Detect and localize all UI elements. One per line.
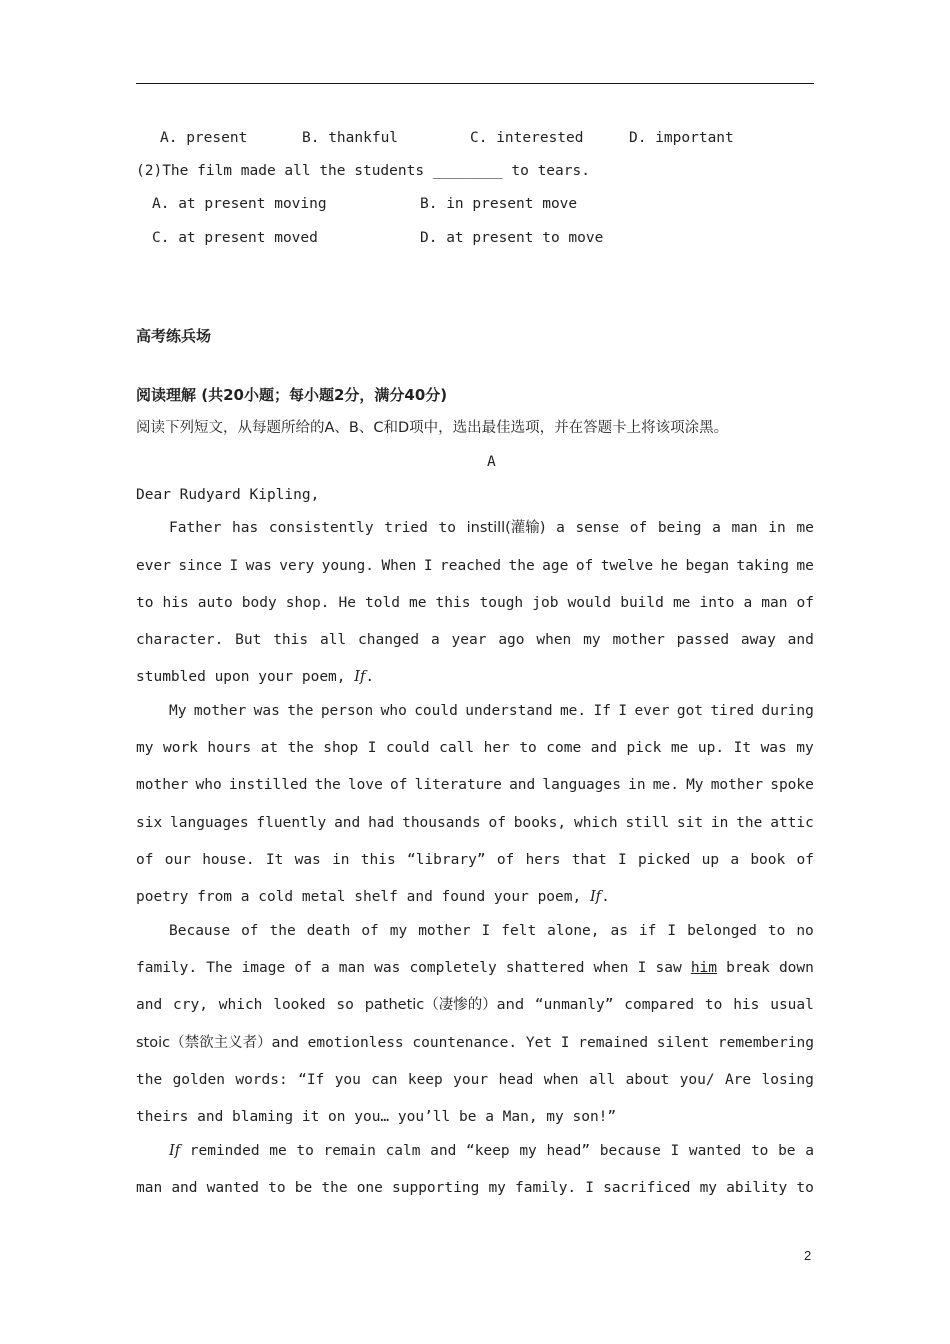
word: felt [501, 923, 537, 939]
period: . [365, 669, 375, 685]
word: alone, [547, 923, 600, 939]
word: all [319, 632, 347, 648]
word: passed [676, 632, 730, 648]
word: the [321, 1180, 348, 1196]
word: had [368, 815, 395, 831]
word: ever [634, 703, 670, 719]
word: a [430, 632, 440, 648]
word: instill(灌输) [466, 520, 546, 536]
word: I [585, 1180, 595, 1196]
word: which [573, 815, 618, 831]
word: Yet [525, 1035, 553, 1051]
word: age [542, 558, 569, 574]
word: the [736, 815, 763, 831]
word: was [374, 960, 401, 976]
word: of [496, 852, 515, 868]
word: a [730, 852, 740, 868]
word: But [235, 632, 262, 648]
q2-option-c: C. at present moved [152, 230, 318, 246]
word: I [229, 558, 239, 574]
word: my [136, 740, 154, 756]
para3-line2 [136, 959, 814, 977]
word: ever [136, 558, 171, 574]
word: of [241, 923, 259, 939]
word: the [508, 558, 535, 574]
word: consistently [268, 520, 374, 536]
word: My [169, 703, 187, 719]
word: It [733, 740, 752, 756]
word: call [439, 740, 475, 756]
word: to [519, 740, 537, 756]
q2-option-a: A. at present moving [152, 196, 327, 212]
word: of [136, 852, 154, 868]
q2-option-d: D. at present to move [420, 230, 604, 246]
word: wanted [688, 1143, 742, 1159]
word: “library” [406, 852, 486, 868]
word: when [536, 632, 572, 648]
word: pathetic（凄惨的）and [364, 997, 525, 1013]
word: and [136, 997, 163, 1013]
word: this [273, 632, 309, 648]
para1-line1 [169, 519, 814, 537]
word: has [232, 520, 259, 536]
word: away [740, 632, 776, 648]
word: up [701, 852, 720, 868]
word: Because [169, 923, 231, 939]
word: Father [169, 520, 222, 536]
word: who [380, 703, 407, 719]
word: to [268, 1180, 286, 1196]
word: languages [542, 777, 621, 793]
word: when [543, 1072, 579, 1088]
page-number: 2 [804, 1248, 812, 1263]
word: sacrificed [603, 1180, 691, 1196]
word: sense [575, 520, 620, 536]
word: to [796, 1180, 814, 1196]
word: shop [323, 740, 359, 756]
word: When [381, 558, 417, 574]
word: love [347, 777, 383, 793]
word: The [206, 960, 233, 976]
q1-option-b: B. thankful [302, 130, 399, 146]
word: remained [578, 1035, 649, 1051]
word: and [787, 632, 814, 648]
word: got [676, 703, 704, 719]
para3-line5 [136, 1071, 814, 1089]
word: tired [710, 703, 755, 719]
word: this [435, 595, 471, 611]
word: My [686, 777, 704, 793]
word: your [453, 1072, 489, 1088]
word: could [414, 703, 458, 719]
word: all [589, 1072, 616, 1088]
word: a [743, 595, 753, 611]
word: of [796, 852, 814, 868]
para3-line4 [136, 1034, 814, 1052]
word: fluently [256, 815, 327, 831]
word: and [430, 1143, 457, 1159]
word: belonged [687, 923, 757, 939]
word: a [712, 520, 721, 536]
word: and [171, 1180, 198, 1196]
header-rule [136, 83, 814, 84]
word: no [796, 923, 814, 939]
word: words: [235, 1072, 288, 1088]
word: which [218, 997, 263, 1013]
para4-line2 [136, 1179, 814, 1197]
word: at [260, 740, 279, 756]
word: twelve [600, 558, 654, 574]
word: me [672, 595, 691, 611]
word: emotionless [307, 1035, 404, 1051]
word: If [593, 703, 612, 719]
word: I [637, 960, 647, 976]
word: tough [479, 595, 524, 611]
word: because [599, 1143, 661, 1159]
para2-line2 [136, 739, 814, 757]
word: you [334, 1072, 361, 1088]
word: mother [710, 777, 764, 793]
word: ability [726, 1180, 788, 1196]
word: cry, [173, 997, 208, 1013]
word: countenance. [412, 1035, 518, 1051]
word: languages [170, 815, 249, 831]
word: of [796, 595, 814, 611]
word: taking [736, 558, 789, 574]
word: the [287, 703, 314, 719]
word: I [670, 1143, 680, 1159]
para1-line5-text: stumbled upon your poem, [136, 669, 355, 685]
word: could [385, 740, 430, 756]
word: saw [655, 960, 682, 976]
word: death [306, 923, 351, 939]
reading-heading: 阅读理解 (共20小题；每小题2分，满分40分) [136, 386, 448, 404]
word: my [796, 740, 814, 756]
word: the [269, 923, 296, 939]
word: young. [321, 558, 375, 574]
word: me [670, 740, 689, 756]
word: understand [465, 703, 553, 719]
word: you/ [679, 1072, 715, 1088]
word: reminded [189, 1143, 260, 1159]
word: my [519, 1143, 537, 1159]
word: man [731, 520, 758, 536]
word: Are [724, 1072, 752, 1088]
word: I [667, 923, 677, 939]
word: me. [559, 703, 587, 719]
word: about [625, 1072, 670, 1088]
period: . [601, 889, 610, 905]
word: very [279, 558, 315, 574]
word: and [334, 815, 361, 831]
para3-line1 [169, 922, 814, 940]
word: to [296, 1143, 314, 1159]
word: up. [697, 740, 725, 756]
word: me [796, 558, 814, 574]
word: me [796, 520, 814, 536]
word: “keep [466, 1143, 510, 1159]
poem-title-if: If [169, 1143, 181, 1159]
poem-title-if: If [589, 889, 602, 905]
word: in [628, 777, 646, 793]
word: family. [515, 1180, 577, 1196]
word: would [567, 595, 612, 611]
word: literature [414, 777, 502, 793]
word: looked [273, 997, 326, 1013]
word: his [733, 997, 760, 1013]
word: be [778, 1143, 796, 1159]
word: to [767, 923, 786, 939]
word: to [750, 1143, 769, 1159]
word: of [629, 520, 648, 536]
word: body [241, 595, 277, 611]
word: usual [770, 997, 814, 1013]
word: he [660, 558, 679, 574]
para3-line6: theirs and blaming it on you… you’ll be a Man, my son!” [136, 1109, 617, 1125]
word: a [805, 1143, 814, 1159]
word: house. [202, 852, 255, 868]
word: and [590, 740, 617, 756]
para2-line6 [136, 888, 610, 906]
word: ago [498, 632, 525, 648]
word: his [162, 595, 189, 611]
word: family. [136, 960, 198, 976]
passage-label: A [487, 454, 496, 470]
word: began [685, 558, 730, 574]
word: man [338, 960, 365, 976]
word: as [610, 923, 628, 939]
word: be [294, 1180, 313, 1196]
word: instilled [228, 777, 308, 793]
word: remembering [717, 1035, 814, 1051]
word: spoke [770, 777, 814, 793]
word: I [617, 852, 627, 868]
word: one [356, 1180, 383, 1196]
word: was [245, 558, 272, 574]
word: I [367, 740, 377, 756]
word: “If [298, 1072, 325, 1088]
para2-line3 [136, 776, 814, 794]
word: when [593, 960, 629, 976]
word: “unmanly” [534, 997, 614, 1013]
word: pick [626, 740, 662, 756]
word: changed [358, 632, 420, 648]
word: work [162, 740, 198, 756]
word: during [761, 703, 814, 719]
word: the [314, 777, 341, 793]
q2-stem: (2)The film made all the students ________ to tears. [136, 163, 590, 179]
word: her [483, 740, 510, 756]
para2-line5 [136, 851, 814, 869]
word: mother [612, 632, 665, 648]
word: compared [624, 997, 695, 1013]
word: attic [770, 815, 814, 831]
word: come [546, 740, 582, 756]
word: in [332, 852, 350, 868]
word: six [136, 815, 163, 831]
word: wanted [206, 1180, 260, 1196]
word: year [451, 632, 487, 648]
word: to [438, 520, 456, 536]
word: of [294, 960, 312, 976]
word: books, [513, 815, 567, 831]
word: calm [385, 1143, 421, 1159]
word: was [253, 703, 280, 719]
salutation: Dear Rudyard Kipling, [136, 487, 320, 503]
para1-line5 [136, 668, 374, 686]
word: job [532, 595, 559, 611]
q1-option-c: C. interested [470, 130, 584, 146]
word: to [704, 997, 723, 1013]
word: my [389, 923, 408, 939]
word: image [241, 960, 286, 976]
para3-line3 [136, 996, 814, 1014]
word: was [760, 740, 787, 756]
q1-option-a: A. present [160, 130, 248, 146]
word: mother [418, 923, 471, 939]
word: this [360, 852, 396, 868]
word: build [620, 595, 664, 611]
word: break [726, 960, 770, 976]
para2-line6-text: poetry from a cold metal shelf and found your poem, [136, 889, 590, 905]
word: person [320, 703, 374, 719]
word: I [618, 703, 628, 719]
word: sit [676, 815, 704, 831]
para1-line3 [136, 594, 814, 612]
word: hours [207, 740, 252, 756]
word: He [338, 595, 356, 611]
poem-title-if: If [354, 669, 366, 685]
para1-line4 [136, 631, 814, 649]
word: me [269, 1143, 287, 1159]
underlined-word-him: him [690, 960, 718, 976]
word: of [575, 558, 594, 574]
word: remain [323, 1143, 376, 1159]
word: I [560, 1035, 570, 1051]
word: mother [193, 703, 247, 719]
word: shop. [285, 595, 330, 611]
word: keep [407, 1072, 443, 1088]
word: being [657, 520, 702, 536]
word: told [365, 595, 400, 611]
word: reached [439, 558, 502, 574]
word: to [136, 595, 154, 611]
word: a [320, 960, 330, 976]
para4-line1 [169, 1142, 814, 1160]
word: supporting [392, 1180, 480, 1196]
word: I [481, 923, 491, 939]
word: losing [761, 1072, 814, 1088]
para2-line4 [136, 814, 814, 832]
word: still [625, 815, 670, 831]
word: of [361, 923, 379, 939]
word: man [136, 1180, 163, 1196]
para1-line2 [136, 557, 814, 575]
word: my [583, 632, 601, 648]
word: who [195, 777, 222, 793]
word: the [287, 740, 314, 756]
word: head [498, 1072, 534, 1088]
word: man [761, 595, 788, 611]
word: It [265, 852, 284, 868]
section-title: 高考练兵场 [136, 327, 212, 345]
word: in [768, 520, 786, 536]
word: head” [546, 1143, 591, 1159]
word: tried [384, 520, 428, 536]
word: picked [637, 852, 691, 868]
word: was [294, 852, 321, 868]
reading-instruction: 阅读下列短文，从每题所给的A、B、C和D项中，选出最佳选项，并在答题卡上将该项涂黑。 [136, 420, 729, 436]
word: my [488, 1180, 506, 1196]
word: and [509, 777, 536, 793]
word: mother [136, 777, 189, 793]
word: in [710, 815, 729, 831]
word: golden [172, 1072, 225, 1088]
word: shattered [505, 960, 585, 976]
q2-option-b: B. in present move [420, 196, 578, 212]
word: thousands [402, 815, 481, 831]
word: into [699, 595, 735, 611]
word: stoic（禁欲主义者）and [136, 1035, 299, 1051]
q1-option-d: D. important [629, 130, 734, 146]
word: of [488, 815, 506, 831]
word: that [571, 852, 607, 868]
word: character. [136, 632, 224, 648]
word: hers [525, 852, 561, 868]
word: since [178, 558, 223, 574]
word: I [423, 558, 433, 574]
word: auto [197, 595, 233, 611]
word: so [336, 997, 354, 1013]
word: my [699, 1180, 718, 1196]
word: if [638, 923, 657, 939]
word: silent [656, 1035, 710, 1051]
para2-line1 [169, 702, 814, 720]
word: completely [409, 960, 497, 976]
word: our [164, 852, 191, 868]
word: the [136, 1072, 163, 1088]
word: me [409, 595, 427, 611]
word: down [778, 960, 814, 976]
word: book [750, 852, 786, 868]
word: me. [652, 777, 679, 793]
word: of [390, 777, 408, 793]
word: can [371, 1072, 398, 1088]
word: a [556, 520, 565, 536]
